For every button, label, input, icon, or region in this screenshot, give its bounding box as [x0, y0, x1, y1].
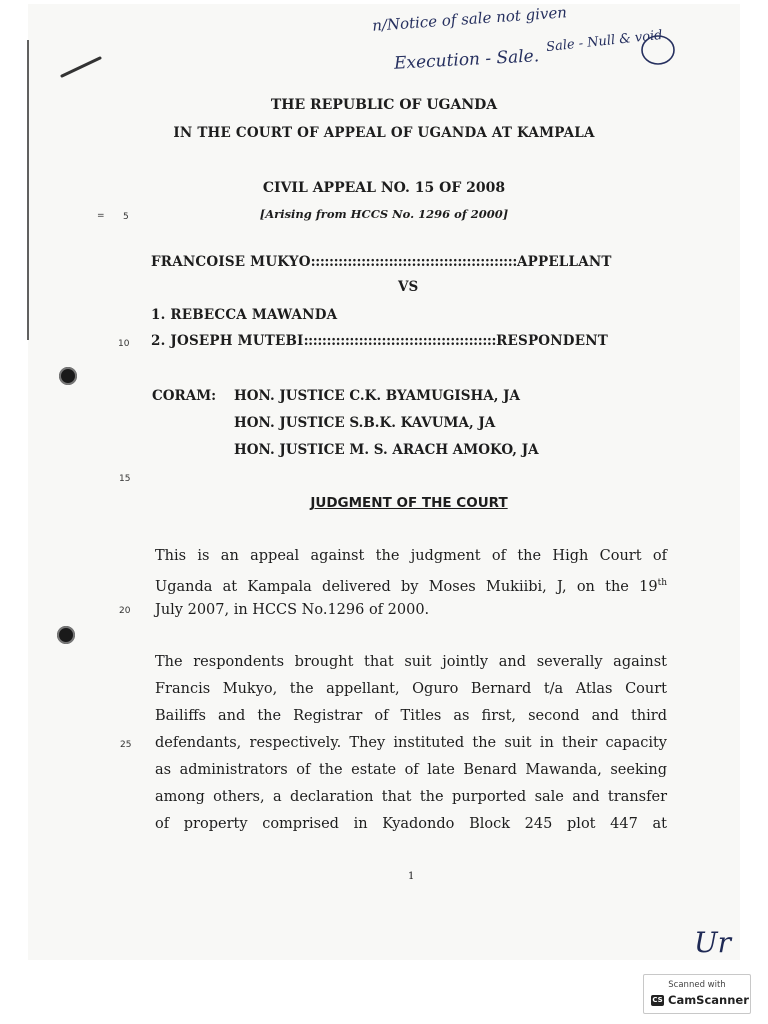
- appellant-name: FRANCOISE MUKYO: [151, 254, 311, 270]
- respondent-role: RESPONDENT: [496, 333, 608, 349]
- respondent-2-name: 2. JOSEPH MUTEBI: [151, 333, 304, 349]
- camscanner-badge: [643, 974, 751, 1014]
- coram-judge-1: HON. JUSTICE C.K. BYAMUGISHA, JA: [234, 388, 520, 404]
- appellant-dots: :::::::::::::::::::::::::::::::::::::::::::::: [310, 254, 517, 270]
- handwritten-note-line1: n/Notice of sale not given: [371, 3, 568, 35]
- camscanner-logo-icon: CS: [652, 996, 663, 1004]
- paragraph-2-line-2: Francis Mukyo, the appellant, Oguro Bernard t/a Atlas Court: [155, 681, 667, 697]
- respondent-1: 1. REBECCA MAWANDA: [151, 307, 338, 323]
- margin-dash-mark: =: [97, 211, 105, 221]
- handwritten-initials: Ur: [694, 926, 731, 959]
- respondent-2-line: [151, 333, 608, 349]
- paragraph-2-line-1: The respondents brought that suit jointly and severally against: [155, 654, 667, 670]
- page-number: 1: [408, 871, 415, 882]
- punch-hole-top: [59, 367, 77, 385]
- republic-heading: THE REPUBLIC OF UGANDA: [270, 97, 498, 113]
- respondent-dots: ::::::::::::::::::::::::::::::::::::::::::: [303, 333, 497, 349]
- scanned-with-text: Scanned with: [668, 980, 726, 990]
- line-number-5: 5: [123, 212, 129, 222]
- paragraph-1: [155, 543, 667, 624]
- paragraph-2: [155, 649, 667, 838]
- line-number-15: 15: [119, 474, 131, 484]
- versus-label: VS: [398, 279, 419, 295]
- line-number-10: 10: [118, 339, 130, 349]
- punch-hole-bottom: [57, 626, 75, 644]
- pen-stroke-mark: [58, 52, 106, 82]
- line-number-25: 25: [120, 740, 132, 750]
- paragraph-2-line-6: among others, a declaration that the purported sale and transfer: [155, 789, 667, 805]
- appellant-line: [151, 254, 612, 270]
- arising-from-line: [Arising from HCCS No. 1296 of 2000]: [259, 207, 509, 221]
- handwritten-note-line3: Execution - Sale.: [393, 46, 540, 74]
- ordinal-suffix: th: [657, 578, 667, 588]
- judgment-title: JUDGMENT OF THE COURT: [310, 495, 508, 511]
- coram-label: CORAM:: [152, 388, 217, 404]
- court-heading: IN THE COURT OF APPEAL OF UGANDA AT KAMPALA: [173, 125, 595, 141]
- appellant-role: APPELLANT: [516, 254, 612, 270]
- paragraph-1-line-2-text: Uganda at Kampala delivered by Moses Mukiibi, J, on the 19: [155, 578, 658, 595]
- paragraph-1-line-2: [155, 570, 667, 597]
- case-number: CIVIL APPEAL NO. 15 OF 2008: [262, 180, 506, 196]
- handwritten-circle-mark: [630, 28, 690, 72]
- coram-judge-3: HON. JUSTICE M. S. ARACH AMOKO, JA: [234, 442, 539, 458]
- handwritten-note-line2: Sale - Null & void: [545, 27, 664, 56]
- line-number-20: 20: [119, 606, 131, 616]
- paragraph-2-line-5: as administrators of the estate of late Benard Mawanda, seeking: [155, 762, 667, 778]
- coram-judge-2: HON. JUSTICE S.B.K. KAVUMA, JA: [234, 415, 496, 431]
- paragraph-1-line-3: July 2007, in HCCS No.1296 of 2000.: [155, 602, 430, 618]
- paragraph-2-line-7: of property comprised in Kyadondo Block 245 plot 447 at: [155, 816, 667, 832]
- paragraph-2-line-3: Bailiffs and the Registrar of Titles as first, second and third: [155, 708, 667, 724]
- camscanner-brand: CamScanner: [668, 993, 749, 1007]
- paragraph-1-line-1: This is an appeal against the judgment of the High Court of: [155, 548, 667, 564]
- paragraph-2-line-4: defendants, respectively. They instituted the suit in their capacity: [155, 735, 667, 751]
